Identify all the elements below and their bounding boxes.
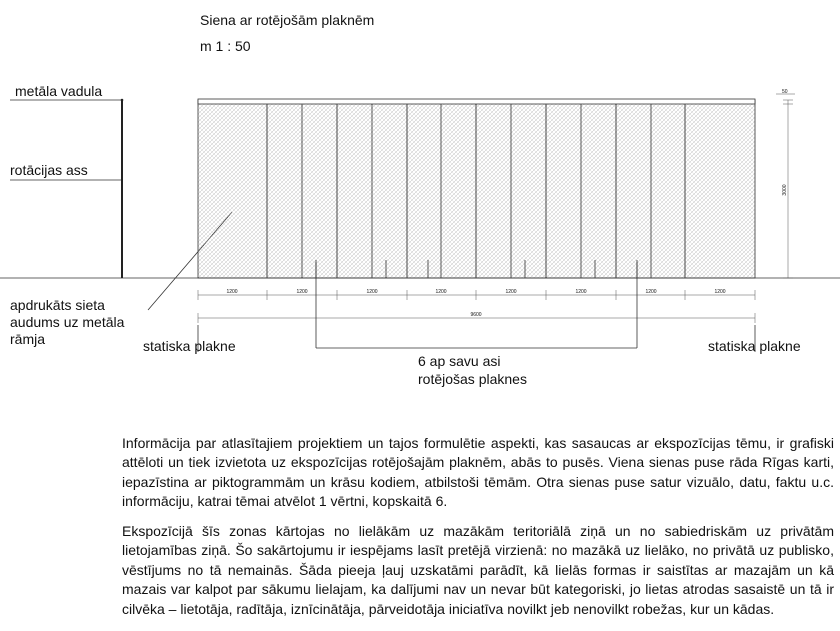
panel-width-6: 1200 xyxy=(575,289,587,295)
drawing-scale: m 1 : 50 xyxy=(200,38,251,54)
panel-width-8: 1200 xyxy=(714,289,726,295)
static-plane-left-label: statiska plakne xyxy=(143,338,236,354)
metal-rail xyxy=(198,99,755,104)
rail-thickness-label: 50 xyxy=(782,89,788,95)
panel-width-3: 1200 xyxy=(366,289,378,295)
height-label: 3000 xyxy=(782,184,788,196)
panel-width-1: 1200 xyxy=(226,289,238,295)
panel-width-5: 1200 xyxy=(505,289,517,295)
panel-width-2: 1200 xyxy=(296,289,308,295)
wall-elevation xyxy=(198,100,755,278)
panel-width-4: 1200 xyxy=(435,289,447,295)
drawing-title: Siena ar rotējošām plaknēm xyxy=(200,12,375,28)
axis-label: rotācijas ass xyxy=(10,162,88,178)
description-paragraph-2: Ekspozīcijā šīs zonas kārtojas no lielākām uz mazākām teritoriālā ziņā un no sabiedriskām uz privātām lietojamības ziņā. Šo sakārtojumu ir iespējams lasīt pretējā virzienā: no mazākā uz lielāko, no privātā uz publisko, vēstījums no tā nemainās. Šāda pieeja ļauj uzskatāmi parādīt, kā lielās formas ir saistītas ar mazajām un kā mazais var kalpot par sākumu lielajam, ka dalījumi nav un nevar būt kategoriski, jo lietas atrodas sasaistē un tā ir cilvēka – lietotāja, radītāja, iznīcinātāja, pārveidotāja iniciatīva novilkt jeb nenovilkt robežas, kur un kādas. xyxy=(122,523,834,617)
panel-width-7: 1200 xyxy=(645,289,657,295)
static-plane-right-label: statiska plakne xyxy=(708,338,801,354)
rail-label: metāla vadula xyxy=(15,83,103,99)
fabric-label: apdrukāts sieta audums uz metāla rāmja xyxy=(10,297,125,347)
total-width-label: 9600 xyxy=(470,312,482,318)
rotating-planes-label: 6 ap savu asi rotējošas plaknes xyxy=(418,353,527,387)
description-paragraph-1: Informācija par atlasītajiem projektiem un tajos formulētie aspekti, kas sasaucas ar ekspozīcijas tēmu, ir grafiski attēloti un tiek izvietota uz ekspozīcijas rotējošajām plaknēm, abās to pusēs. Viena sienas puse rāda Rīgas karti, iepazīstina ar piktogrammām un krāsu kodiem, atbilstoši tēmām. Otra sienas puse satur vizuālo, datu, faktu u.c. informāciju, katrai tēmai atvēlot 1 vērtni, kopskaitā 6. xyxy=(122,435,834,510)
